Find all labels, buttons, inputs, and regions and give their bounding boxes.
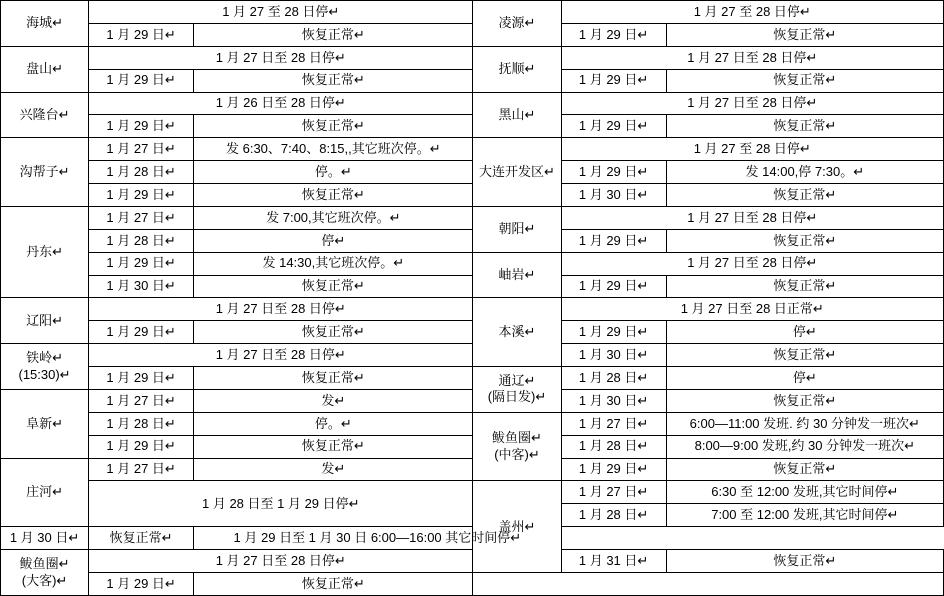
date-cell: 1 月 31 日↵ [561, 550, 666, 573]
note-cell: 8:00—9:00 发班,约 30 分钟发一班次↵ [666, 435, 943, 458]
region-cell: 丹东↵ [1, 206, 89, 298]
note-cell: 1 月 27 日至 28 日停↵ [561, 46, 943, 69]
note-cell: 恢复正常↵ [666, 69, 943, 92]
date-cell: 1 月 29 日↵ [561, 321, 666, 344]
note-cell: 1 月 27 日至 28 日停↵ [89, 46, 473, 69]
table-row [1, 92, 944, 115]
note-cell: 1 月 27 日至 28 日停↵ [89, 344, 473, 367]
region-detail: (中客)↵ [494, 446, 540, 462]
note-cell: 1 月 28 日至 1 月 29 日停↵ [89, 481, 473, 527]
note-cell: 1 月 26 日至 28 日停↵ [89, 92, 473, 115]
table-row [1, 206, 944, 229]
date-cell: 1 月 29 日↵ [561, 23, 666, 46]
note-cell: 发 14:30,其它班次停。↵ [194, 252, 473, 275]
note-cell: 1 月 27 至 28 日停↵ [561, 1, 943, 24]
date-cell: 1 月 29 日↵ [89, 23, 194, 46]
date-cell: 1 月 29 日↵ [561, 161, 666, 184]
date-cell: 1 月 27 日↵ [89, 389, 194, 412]
date-cell: 1 月 28 日↵ [561, 435, 666, 458]
date-cell: 1 月 27 日↵ [561, 481, 666, 504]
note-cell: 恢复正常↵ [194, 23, 473, 46]
table-row [1, 321, 944, 344]
date-cell: 1 月 28 日↵ [561, 367, 666, 390]
table-row [1, 481, 944, 504]
table-row [1, 1, 944, 24]
note-cell: 停。↵ [194, 412, 473, 435]
date-cell: 1 月 29 日↵ [561, 69, 666, 92]
region-name: 铁岭↵ [26, 350, 63, 366]
note-cell: 1 月 27 日至 28 日停↵ [89, 298, 473, 321]
note-cell: 发↵ [194, 389, 473, 412]
note-cell: 恢复正常↵ [666, 23, 943, 46]
note-cell: 恢复正常↵ [666, 229, 943, 252]
date-cell: 1 月 29 日↵ [561, 458, 666, 481]
note-cell: 发 6:30、7:40、8:15,,其它班次停。↵ [194, 138, 473, 161]
region-cell: 兴隆台↵ [1, 92, 89, 138]
date-cell: 1 月 27 日↵ [89, 138, 194, 161]
note-cell: 停↵ [666, 321, 943, 344]
region-cell [473, 412, 561, 481]
table-row [1, 46, 944, 69]
region-cell [473, 367, 561, 413]
note-cell: 恢复正常↵ [666, 550, 943, 573]
note-cell: 1 月 29 日至 1 月 30 日 6:00—16:00 其它时间停↵ [194, 527, 561, 550]
empty-cell [473, 572, 944, 595]
region-cell [1, 344, 89, 390]
note-cell: 恢复正常↵ [666, 115, 943, 138]
note-cell: 发 7:00,其它班次停。↵ [194, 206, 473, 229]
region-cell: 本溪↵ [473, 298, 561, 367]
date-cell: 1 月 29 日↵ [89, 115, 194, 138]
region-cell: 朝阳↵ [473, 206, 561, 252]
note-cell: 恢复正常↵ [666, 344, 943, 367]
region-detail: (隔日发)↵ [487, 389, 547, 405]
region-cell: 庄河↵ [1, 458, 89, 527]
table-row [1, 69, 944, 92]
table-row [1, 298, 944, 321]
date-cell: 1 月 30 日↵ [1, 527, 89, 550]
note-cell: 1 月 27 日至 28 日停↵ [561, 252, 943, 275]
note-cell: 恢复正常↵ [194, 367, 473, 390]
region-cell: 海城↵ [1, 1, 89, 47]
table-row [1, 161, 944, 184]
note-cell: 1 月 27 日至 28 日正常↵ [561, 298, 943, 321]
table-row [1, 550, 944, 573]
note-cell: 1 月 27 日至 28 日停↵ [89, 550, 473, 573]
table-row [1, 23, 944, 46]
region-name: 鲅鱼圈↵ [492, 430, 542, 446]
date-cell: 1 月 29 日↵ [561, 275, 666, 298]
note-cell: 恢复正常↵ [666, 184, 943, 207]
note-cell: 恢复正常↵ [666, 389, 943, 412]
note-cell: 1 月 27 至 28 日停↵ [561, 138, 943, 161]
note-cell: 6:00—11:00 发班. 约 30 分钟发一班次↵ [666, 412, 943, 435]
table-row [1, 229, 944, 252]
table-row [1, 138, 944, 161]
date-cell: 1 月 29 日↵ [89, 69, 194, 92]
note-cell: 恢复正常↵ [666, 458, 943, 481]
note-cell: 停。↵ [194, 161, 473, 184]
region-cell [1, 550, 89, 596]
table-row [1, 412, 944, 435]
note-cell: 1 月 27 日至 28 日停↵ [561, 92, 943, 115]
region-detail: (大客)↵ [21, 572, 68, 588]
table-row [1, 115, 944, 138]
date-cell: 1 月 29 日↵ [89, 184, 194, 207]
date-cell: 1 月 30 日↵ [561, 184, 666, 207]
note-cell: 恢复正常↵ [194, 275, 473, 298]
note-cell: 发 14:00,停 7:30。↵ [666, 161, 943, 184]
region-cell: 辽阳↵ [1, 298, 89, 344]
region-cell: 盘山↵ [1, 46, 89, 92]
date-cell: 1 月 28 日↵ [89, 229, 194, 252]
note-cell: 恢复正常↵ [194, 572, 473, 595]
date-cell: 1 月 30 日↵ [89, 275, 194, 298]
table-row [1, 435, 944, 458]
note-cell: 恢复正常↵ [89, 527, 194, 550]
note-cell: 停↵ [666, 367, 943, 390]
note-cell: 恢复正常↵ [194, 435, 473, 458]
note-cell: 发↵ [194, 458, 473, 481]
region-cell: 盖州↵ [473, 481, 561, 573]
date-cell: 1 月 29 日↵ [561, 229, 666, 252]
schedule-table-body [1, 1, 944, 596]
table-row [1, 275, 944, 298]
note-cell: 6:30 至 12:00 发班,其它时间停↵ [666, 481, 943, 504]
note-cell: 恢复正常↵ [194, 184, 473, 207]
date-cell: 1 月 27 日↵ [89, 458, 194, 481]
table-row [1, 184, 944, 207]
date-cell: 1 月 30 日↵ [561, 389, 666, 412]
date-cell: 1 月 29 日↵ [89, 435, 194, 458]
note-cell: 恢复正常↵ [666, 275, 943, 298]
note-cell: 停↵ [194, 229, 473, 252]
note-cell: 恢复正常↵ [194, 115, 473, 138]
date-cell: 1 月 29 日↵ [561, 115, 666, 138]
note-cell: 恢复正常↵ [194, 321, 473, 344]
table-row [1, 572, 944, 595]
date-cell: 1 月 30 日↵ [561, 344, 666, 367]
region-cell: 抚顺↵ [473, 46, 561, 92]
date-cell: 1 月 28 日↵ [89, 161, 194, 184]
date-cell: 1 月 28 日↵ [89, 412, 194, 435]
date-cell: 1 月 27 日↵ [89, 206, 194, 229]
table-row [1, 367, 944, 390]
region-cell: 阜新↵ [1, 389, 89, 458]
table-row [1, 527, 944, 550]
region-name: 通辽↵ [498, 373, 536, 389]
region-cell: 岫岩↵ [473, 252, 561, 298]
region-cell: 大连开发区↵ [473, 138, 561, 207]
note-cell: 7:00 至 12:00 发班,其它时间停↵ [666, 504, 943, 527]
table-row [1, 252, 944, 275]
region-cell: 沟帮子↵ [1, 138, 89, 207]
region-detail: (15:30)↵ [18, 366, 71, 382]
note-cell: 恢复正常↵ [194, 69, 473, 92]
region-cell: 黑山↵ [473, 92, 561, 138]
table-row [1, 389, 944, 412]
note-cell: 1 月 27 至 28 日停↵ [89, 1, 473, 24]
region-name: 鲅鱼圈↵ [19, 556, 70, 572]
date-cell: 1 月 27 日↵ [561, 412, 666, 435]
date-cell: 1 月 29 日↵ [89, 321, 194, 344]
date-cell: 1 月 29 日↵ [89, 572, 194, 595]
table-row [1, 458, 944, 481]
region-cell: 凌源↵ [473, 1, 561, 47]
date-cell: 1 月 28 日↵ [561, 504, 666, 527]
note-cell: 1 月 27 日至 28 日停↵ [561, 206, 943, 229]
table-row [1, 344, 944, 367]
date-cell: 1 月 29 日↵ [89, 367, 194, 390]
date-cell: 1 月 29 日↵ [89, 252, 194, 275]
